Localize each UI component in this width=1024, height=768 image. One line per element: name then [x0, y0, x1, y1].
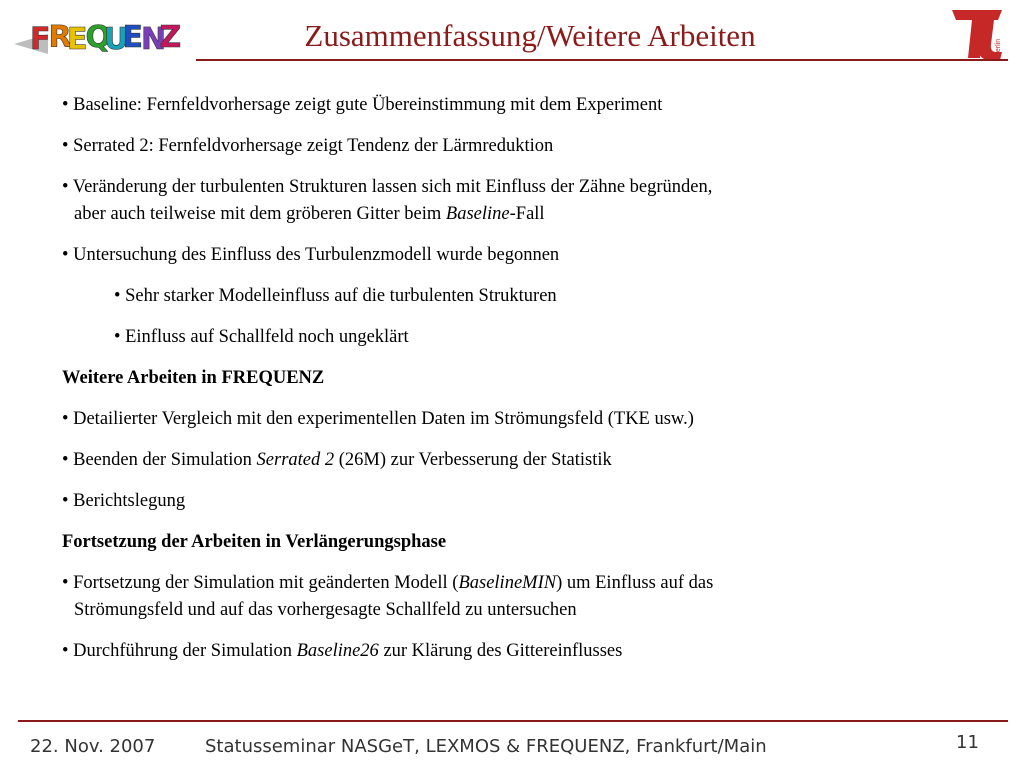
- bullet-detailed-comparison: • Detailierter Vergleich mit den experimentellen Daten im Strömungsfeld (TKE usw.): [62, 409, 694, 429]
- bullet-turbulent-structures-cont: [62, 202, 545, 226]
- footer-event: Statusseminar NASGeT, LEXMOS & FREQUENZ, Frankfurt/Main: [205, 736, 767, 757]
- slide-title: Zusammenfassung/Weitere Arbeiten: [304, 18, 756, 53]
- bullet-turbulent-structures: • Veränderung der turbulenten Strukturen lassen sich mit Einfluss der Zähne begründen,: [62, 177, 713, 197]
- logo-letter: U: [104, 22, 129, 57]
- emphasis-serrated2: Serrated 2: [256, 450, 335, 470]
- text-run: • Durchführung der Simulation: [62, 641, 297, 661]
- logo-letter: E: [67, 22, 88, 57]
- logo-letter: R: [48, 20, 72, 55]
- bullet-continue-simulation: [62, 571, 713, 595]
- logo-letter: E: [122, 20, 143, 55]
- emphasis-baseline26: Baseline26: [296, 641, 379, 661]
- footer-divider: [18, 720, 1008, 722]
- text-run: (26M) zur Verbesserung der Statistik: [334, 450, 612, 470]
- bullet-finish-simulation: [62, 448, 612, 472]
- frequenz-logo: [8, 2, 182, 60]
- emphasis-baseline: Baseline: [445, 204, 510, 224]
- tu-logo-text: TU: [954, 24, 972, 39]
- bullet-serrated2: • Serrated 2: Fernfeldvorhersage zeigt Tendenz der Lärmreduktion: [62, 136, 554, 156]
- bullet-baseline26: [62, 639, 622, 663]
- subbullet-model-influence: • Sehr starker Modelleinfluss auf die turbulenten Strukturen: [114, 286, 557, 306]
- logo-letter: F: [30, 22, 51, 57]
- text-run: zur Klärung des Gittereinflusses: [378, 641, 623, 661]
- logo-letter: Q: [85, 20, 112, 55]
- bullet-baseline: • Baseline: Fernfeldvorhersage zeigt gute Übereinstimmung mit dem Experiment: [62, 95, 663, 115]
- text-run: ) um Einfluss auf das: [556, 573, 714, 593]
- text-run: • Beenden der Simulation: [62, 450, 257, 470]
- logo-letter: Z: [159, 20, 182, 55]
- subbullet-acoustic-field: • Einfluss auf Schallfeld noch ungeklärt: [114, 327, 409, 347]
- tu-berlin-logo: [946, 6, 1008, 62]
- heading-extension-phase: Fortsetzung der Arbeiten in Verlängerungsphase: [62, 532, 447, 552]
- logo-letter: N: [141, 22, 167, 57]
- bullet-continue-simulation-cont: Strömungsfeld und auf das vorhergesagte Schallfeld zu untersuchen: [74, 600, 577, 620]
- text-run: aber auch teilweise mit dem gröberen Gitter beim: [74, 204, 446, 224]
- footer-date: 22. Nov. 2007: [30, 736, 156, 757]
- heading-further-work: Weitere Arbeiten in FREQUENZ: [62, 368, 325, 388]
- bullet-report: • Berichtslegung: [62, 491, 186, 511]
- page-number: 11: [956, 732, 979, 753]
- tu-logo-subtext: berlin: [995, 38, 1002, 56]
- title-divider: [196, 59, 1008, 61]
- text-run: • Fortsetzung der Simulation mit geänderten Modell (: [62, 573, 459, 593]
- bullet-turbulence-model: • Untersuchung des Einfluss des Turbulenzmodell wurde begonnen: [62, 245, 560, 265]
- text-run: -Fall: [509, 204, 545, 224]
- emphasis-baselinemin: BaselineMIN: [458, 573, 557, 593]
